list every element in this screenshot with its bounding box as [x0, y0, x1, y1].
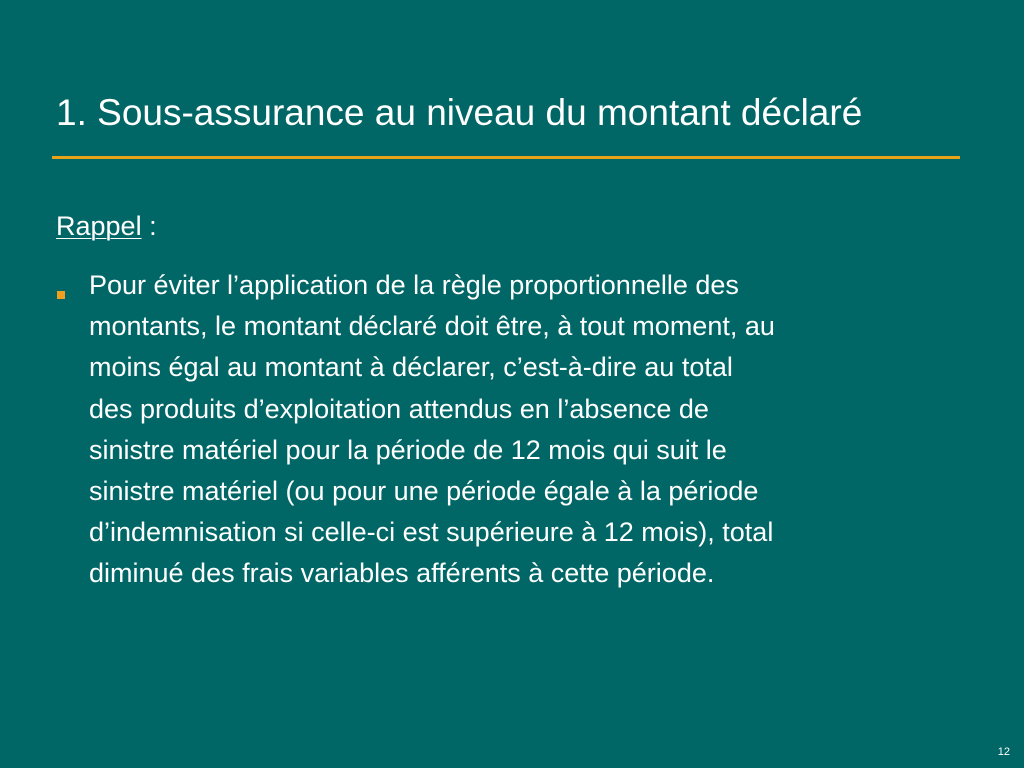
slide-title: 1. Sous-assurance au niveau du montant déclaré: [56, 92, 863, 133]
bullet-line: sinistre matériel (ou pour une période égale à la période: [89, 476, 759, 507]
title-underline-rule: [52, 156, 960, 159]
bullet-line: diminué des frais variables afférents à cette période.: [89, 558, 715, 589]
subhead-label: Rappel: [56, 211, 142, 241]
square-bullet-icon: [57, 291, 65, 299]
bullet-item: [56, 265, 966, 595]
subhead: [56, 206, 157, 246]
bullet-list: [56, 265, 966, 595]
bullet-line: des produits d’exploitation attendus en l’absence de: [89, 393, 709, 424]
bullet-line: moins égal au montant à déclarer, c’est-à-dire au total: [89, 352, 733, 383]
bullet-line: d’indemnisation si celle-ci est supérieure à 12 mois), total: [89, 517, 774, 548]
bullet-line: sinistre matériel pour la période de 12 mois qui suit le: [89, 434, 727, 465]
subhead-suffix: :: [141, 211, 157, 241]
bullet-line: Pour éviter l’application de la règle proportionnelle des: [89, 270, 739, 300]
bullet-line: montants, le montant déclaré doit être, à tout moment, au: [89, 311, 775, 342]
page-number: 12: [997, 746, 1010, 758]
